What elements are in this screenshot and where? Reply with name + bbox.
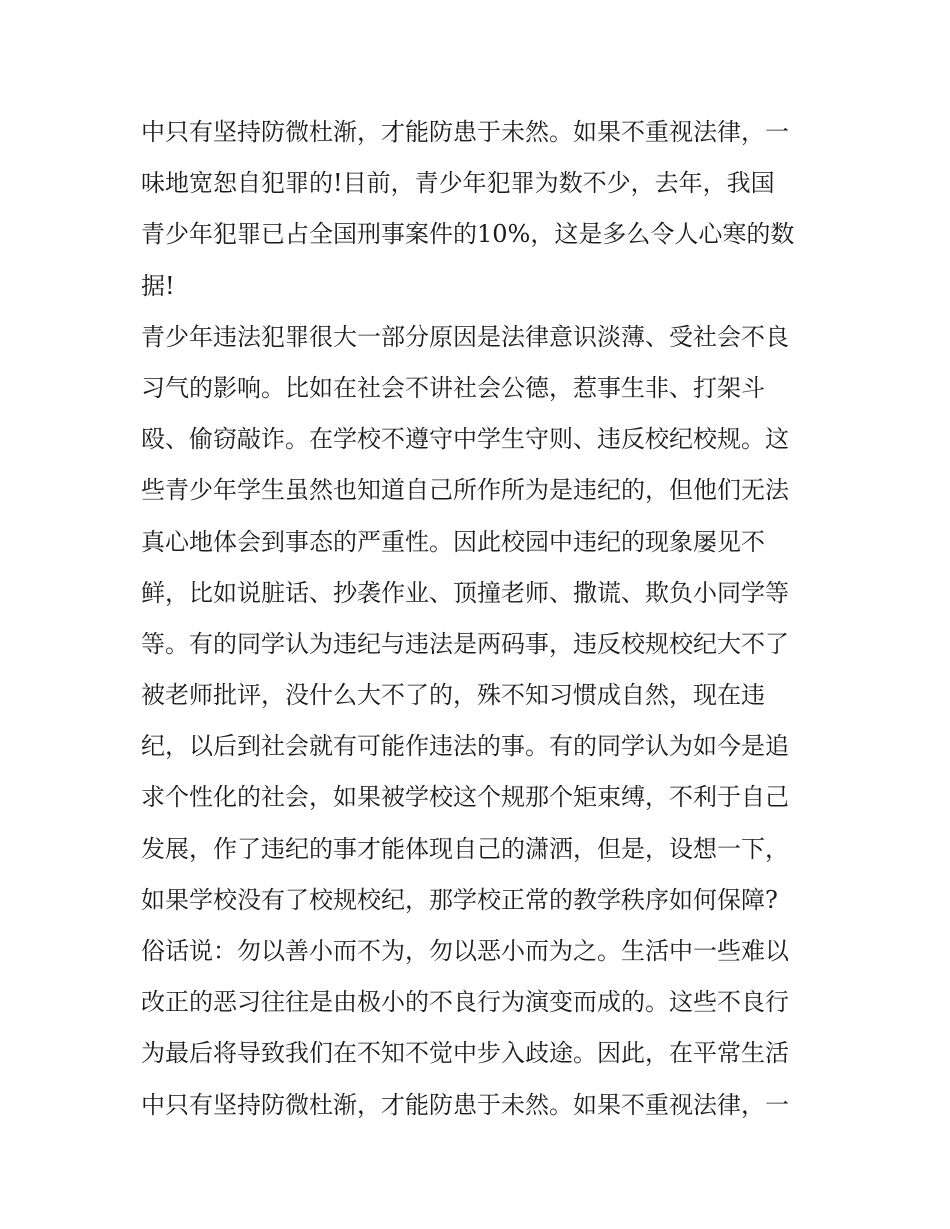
text-line: 习气的影响。比如在社会不讲社会公德，惹事生非、打架斗 [141,373,765,402]
text-line: 据! [141,271,175,300]
text-line: 鲜，比如说脏话、抄袭作业、顶撞老师、撒谎、欺负小同学等 [141,578,789,607]
text-line: 俗话说：勿以善小而不为，勿以恶小而为之。生活中一些难以 [141,937,789,965]
text-line: 真心地体会到事态的严重性。因此校园中违纪的现象屡见不 [141,527,765,556]
text-line: 求个性化的社会，如果被学校这个规那个矩束缚，不利于自己 [141,783,789,812]
text-line: 青少年违法犯罪很大一部分原因是法律意识淡薄、受社会不良 [141,322,789,351]
text-line: 中只有坚持防微杜渐，才能防患于未然。如果不重视法律，一 [141,1090,789,1119]
text-line: 为最后将导致我们在不知不觉中步入歧途。因此，在平常生活 [141,1039,789,1068]
text-line: 等。有的同学认为违纪与违法是两码事，违反校规校纪大不了 [141,629,789,658]
text-line: 发展，作了违纪的事才能体现自己的潇洒，但是，设想一下， [141,834,789,863]
text-line: 纪，以后到社会就有可能作违法的事。有的同学认为如今是追 [141,732,789,761]
body-text [141,107,821,1131]
text-line: 殴、偷窃敲诈。在学校不遵守中学生守则、违反校纪校规。这 [141,425,789,454]
text-line: 些青少年学生虽然也知道自己所作所为是违纪的，但他们无法 [141,476,789,505]
text-line: 味地宽恕自犯罪的!目前，青少年犯罪为数不少，去年，我国 [141,169,775,198]
text-line: 如果学校没有了校规校纪，那学校正常的教学秩序如何保障? [141,885,778,914]
text-line: 被老师批评，没什么大不了的，殊不知习惯成自然，现在违 [141,681,765,710]
text-line: 改正的恶习往往是由极小的不良行为演变而成的。这些不良行 [141,988,789,1017]
text-line: 中只有坚持防微杜渐，才能防患于未然。如果不重视法律，一 [141,118,789,146]
text-line: 青少年犯罪已占全国刑事案件的10%，这是多么令人心寒的数 [141,220,795,249]
